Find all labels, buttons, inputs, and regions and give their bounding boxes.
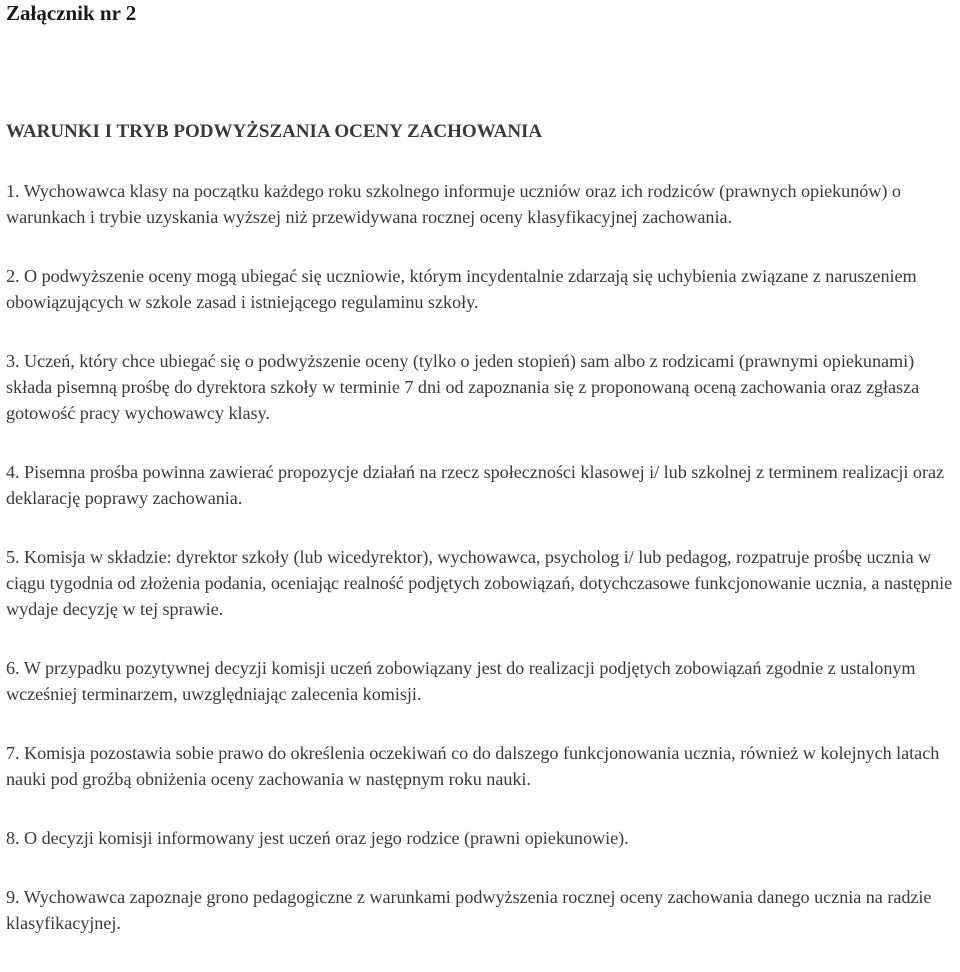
regulation-list — [6, 178, 956, 969]
regulation-item-4: 4. Pisemna prośba powinna zawierać propozycje działań na rzecz społeczności klasowej i/ lub szkolnej z terminem realizacji oraz deklarację poprawy zachowania. — [6, 462, 944, 508]
regulation-item-2: 2. O podwyższenie oceny mogą ubiegać się uczniowie, którym incydentalnie zdarzają się uchybienia związane z naruszeniem obowiązujących w szkole zasad i istniejącego regulaminu szkoły. — [6, 266, 917, 312]
regulation-item-1: 1. Wychowawca klasy na początku każdego roku szkolnego informuje uczniów oraz ich rodziców (prawnych opiekunów) o warunkach i trybie uzyskania wyższej niż przewidywana rocznej oceny klasyfikacyjnej zachowania. — [6, 181, 901, 227]
regulation-item-8: 8. O decyzji komisji informowany jest uczeń oraz jego rodzice (prawni opiekunowie). — [6, 828, 629, 848]
regulation-item-5: 5. Komisja w składzie: dyrektor szkoły (lub wicedyrektor), wychowawca, psycholog i/ lub pedagog, rozpatruje prośbę ucznia w ciągu tygodnia od złożenia podania, oceniając realność podjętych zobowiązań, dotychczasowe funkcjonowanie ucznia, a następnie wydaje decyzję w tej sprawie. — [6, 547, 953, 619]
regulation-item-6: 6. W przypadku pozytywnej decyzji komisji uczeń zobowiązany jest do realizacji podjętych zobowiązań zgodnie z ustalonym wcześniej terminarzem, uwzględniając zalecenia komisji. — [6, 658, 916, 704]
document-page — [6, 0, 956, 933]
attachment-label: Załącznik nr 2 — [6, 1, 137, 25]
document-title: WARUNKI I TRYB PODWYŻSZANIA OCENY ZACHOWANIA — [6, 121, 543, 142]
regulation-item-3: 3. Uczeń, który chce ubiegać się o podwyższenie oceny (tylko o jeden stopień) sam albo z rodzicami (prawnymi opiekunami) składa pisemną prośbę do dyrektora szkoły w terminie 7 dni od zapoznania się z proponowaną oceną zachowania oraz zgłasza gotowość pracy wychowawcy klasy. — [6, 351, 920, 423]
regulation-item-9: 9. Wychowawca zapoznaje grono pedagogiczne z warunkami podwyższenia rocznej oceny zachowania danego ucznia na radzie klasyfikacyjnej. — [6, 887, 932, 933]
regulation-item-7: 7. Komisja pozostawia sobie prawo do określenia oczekiwań co do dalszego funkcjonowania ucznia, również w kolejnych latach nauki pod groźbą obniżenia oceny zachowania w następnym roku nauki. — [6, 743, 940, 789]
